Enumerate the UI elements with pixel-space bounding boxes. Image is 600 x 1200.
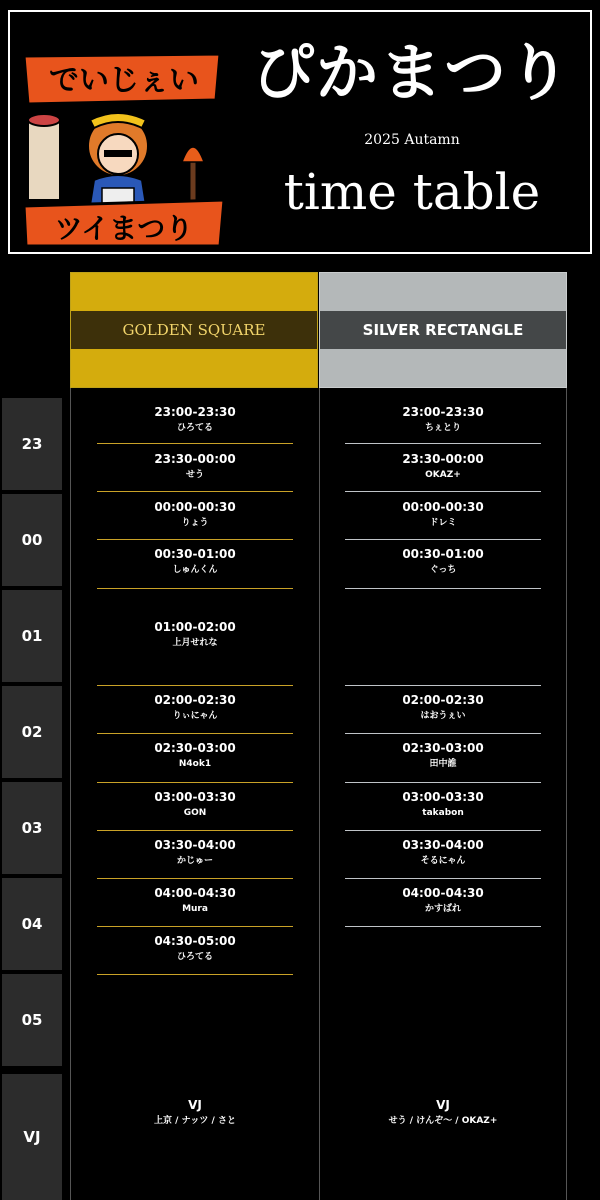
gold-band-top — [71, 273, 317, 311]
logo-text-top: でいじぇい — [49, 63, 199, 98]
slot-artist: かじゅー — [176, 856, 213, 866]
slot-gold — [97, 836, 293, 868]
slot-artist: ひろてる — [177, 423, 213, 433]
slot-time: 00:30-01:00 — [154, 547, 236, 561]
slot-gold — [97, 884, 293, 916]
hour-label: VJ — [2, 1074, 62, 1200]
slot-divider — [97, 491, 293, 492]
slot-gold — [97, 932, 293, 964]
vj-label: VJ — [188, 1098, 202, 1112]
slot-silver — [345, 836, 541, 868]
slot-time: 02:30-03:00 — [402, 741, 484, 755]
logo-text-bottom: ツイまつり — [54, 212, 194, 245]
slot-divider — [345, 588, 541, 589]
hour-label: 00 — [2, 494, 62, 586]
slot-artist: かすばれ — [424, 904, 461, 914]
slot-time: 03:30-04:00 — [402, 838, 484, 852]
slot-gold — [97, 739, 293, 771]
slot-artist: takabon — [422, 808, 464, 818]
stage-name-gold: GOLDEN SQUARE — [71, 311, 317, 349]
slot-divider — [345, 878, 541, 879]
slot-gold — [97, 788, 293, 820]
column-divider — [566, 388, 567, 1200]
slot-artist: 上月せれな — [172, 638, 218, 648]
festival-logo — [20, 50, 228, 246]
slot-divider — [97, 974, 293, 975]
slot-divider — [345, 926, 541, 927]
slot-divider — [97, 878, 293, 879]
stage-name-silver: SILVER RECTANGLE — [320, 311, 566, 349]
slot-divider — [345, 782, 541, 783]
slot-artist: そるにゃん — [420, 856, 466, 866]
slot-artist: N4ok1 — [178, 759, 212, 769]
slot-artist: 田中誰 — [429, 759, 457, 769]
slot-artist: せう — [185, 470, 204, 480]
silver-band-top — [320, 273, 566, 311]
vj-gold — [97, 1096, 293, 1128]
slot-time: 23:30-00:00 — [154, 452, 236, 466]
slot-divider — [97, 830, 293, 831]
stage-header-gold — [70, 272, 318, 388]
slot-artist: ひろてる — [177, 952, 213, 962]
slot-silver — [345, 884, 541, 916]
slot-artist: OKAZ+ — [425, 470, 461, 480]
slot-time: 02:30-03:00 — [154, 741, 236, 755]
slot-time: 23:30-00:00 — [402, 452, 484, 466]
slot-divider — [345, 733, 541, 734]
slot-time: 04:00-04:30 — [402, 886, 484, 900]
slot-divider — [345, 491, 541, 492]
event-title: ぴかまつり — [251, 36, 572, 109]
slot-artist: りぃにゃん — [172, 711, 218, 721]
slot-divider — [345, 443, 541, 444]
slot-artist: Mura — [182, 904, 208, 914]
event-subtitle: 2025 Autamn — [364, 132, 460, 148]
slot-silver — [345, 403, 541, 435]
slot-divider — [345, 830, 541, 831]
hour-label: 01 — [2, 590, 62, 682]
vj-silver — [345, 1096, 541, 1128]
slot-divider — [345, 685, 541, 686]
slot-divider — [97, 733, 293, 734]
slot-silver — [345, 498, 541, 530]
vj-label: VJ — [436, 1098, 450, 1112]
slot-time: 00:00-00:30 — [402, 500, 484, 514]
slot-divider — [97, 685, 293, 686]
slot-time: 04:00-04:30 — [154, 886, 236, 900]
hour-label: 04 — [2, 878, 62, 970]
slot-artist: りょう — [181, 518, 209, 528]
hour-label: 02 — [2, 686, 62, 778]
slot-gold — [97, 618, 293, 650]
slot-artist: ぐっち — [429, 565, 457, 575]
slot-artist: ちぇとり — [424, 423, 461, 433]
slot-time: 00:00-00:30 — [154, 500, 236, 514]
slot-time: 23:00-23:30 — [154, 405, 236, 419]
vj-names: せう / けんぞ〜 / OKAZ+ — [388, 1116, 498, 1126]
slot-artist: はおうぇい — [420, 711, 466, 721]
slot-artist: GON — [183, 808, 207, 818]
slot-silver — [345, 691, 541, 723]
slot-time: 02:00-02:30 — [402, 693, 484, 707]
slot-gold — [97, 498, 293, 530]
slot-artist: ドレミ — [429, 518, 457, 528]
timetable-heading: time table — [283, 163, 541, 221]
slot-gold — [97, 691, 293, 723]
slot-time: 00:30-01:00 — [402, 547, 484, 561]
slot-divider — [97, 926, 293, 927]
slot-divider — [97, 588, 293, 589]
slot-gold — [97, 545, 293, 577]
stage-header-silver — [319, 272, 567, 388]
slot-divider — [345, 539, 541, 540]
slot-time: 04:30-05:00 — [154, 934, 236, 948]
slot-gold — [97, 450, 293, 482]
slot-time: 03:00-03:30 — [154, 790, 236, 804]
slot-silver — [345, 739, 541, 771]
slot-divider — [97, 782, 293, 783]
slot-time: 23:00-23:30 — [402, 405, 484, 419]
slot-artist: しゅんくん — [172, 565, 218, 575]
silver-band-bottom — [320, 349, 566, 387]
column-divider — [70, 388, 71, 1200]
hour-label: 23 — [2, 398, 62, 490]
slot-silver — [345, 450, 541, 482]
slot-divider — [97, 539, 293, 540]
slot-silver — [345, 545, 541, 577]
hour-label: 03 — [2, 782, 62, 874]
slot-time: 01:00-02:00 — [154, 620, 236, 634]
gold-band-bottom — [71, 349, 317, 387]
hour-label: 05 — [2, 974, 62, 1066]
slot-time: 03:30-04:00 — [154, 838, 236, 852]
slot-time: 03:00-03:30 — [402, 790, 484, 804]
header-panel — [8, 10, 592, 254]
vj-names: 上京 / ナッツ / さと — [154, 1116, 236, 1126]
slot-silver — [345, 788, 541, 820]
slot-divider — [97, 443, 293, 444]
column-divider — [319, 388, 320, 1200]
slot-gold — [97, 403, 293, 435]
slot-time: 02:00-02:30 — [154, 693, 236, 707]
